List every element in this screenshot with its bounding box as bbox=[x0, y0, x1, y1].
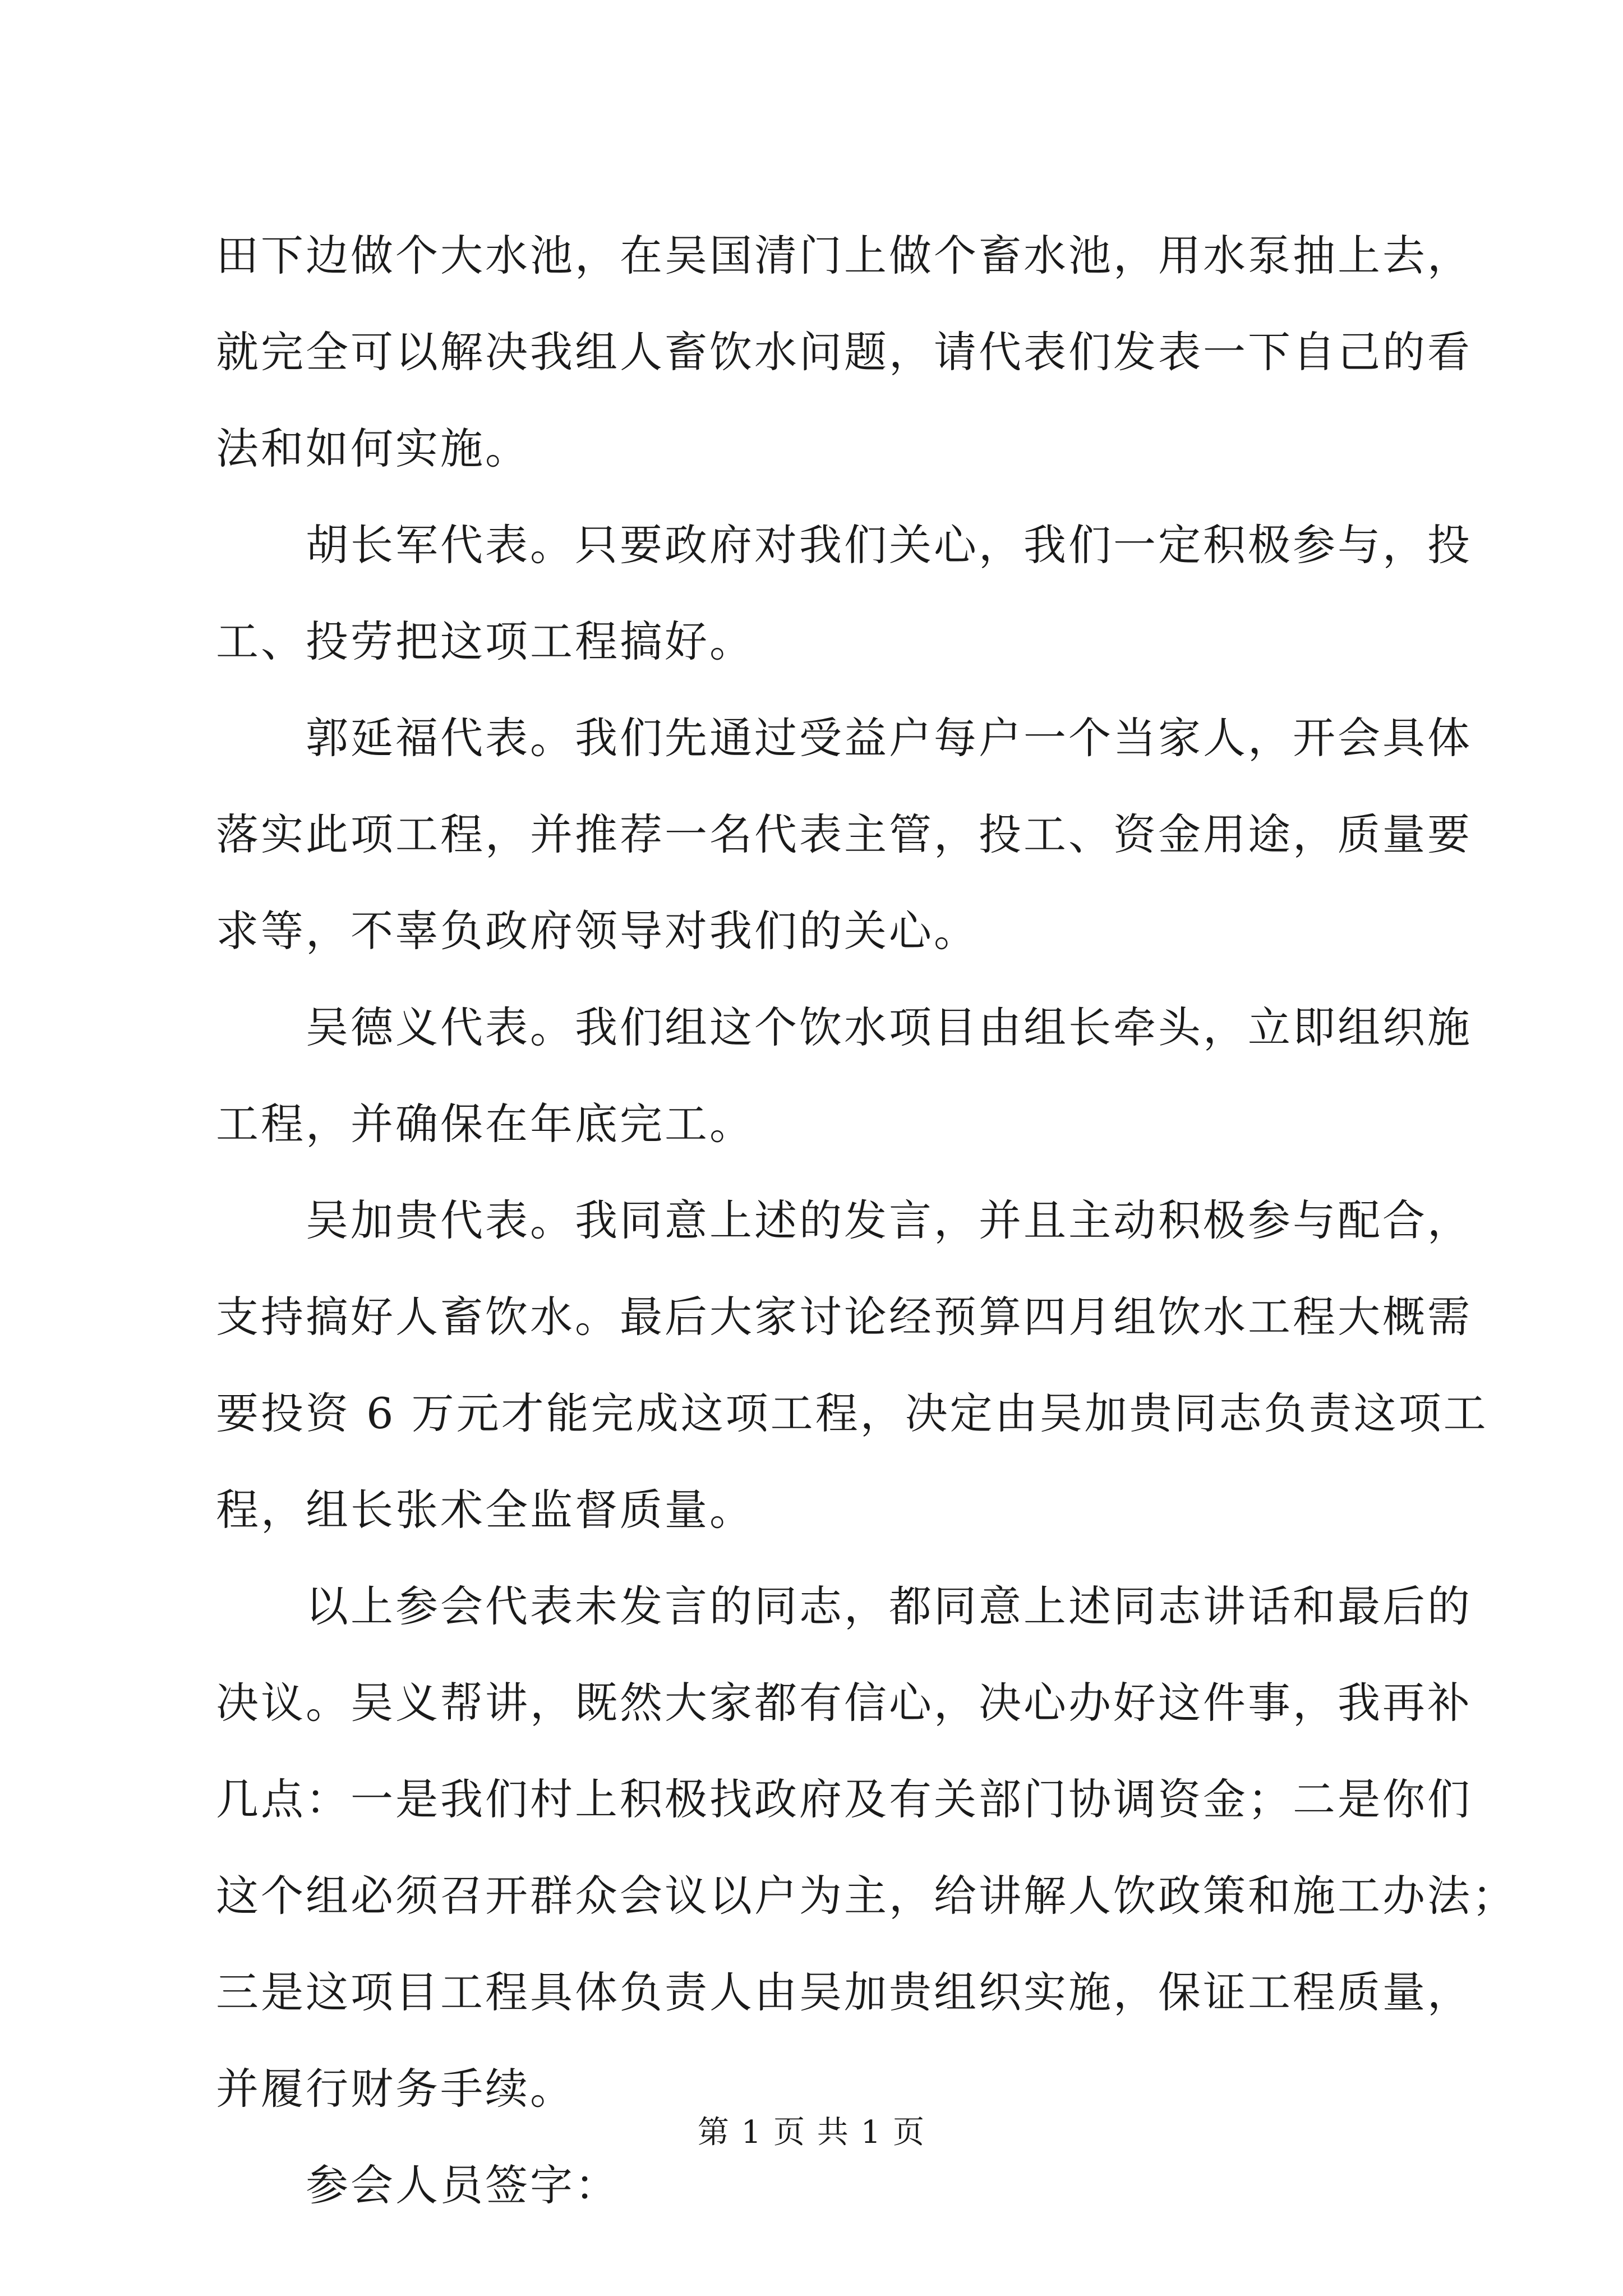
text-line: 三是这项目工程具体负责人由吴加贵组织实施，保证工程质量， bbox=[216, 1967, 1472, 2017]
text-line: 工、投劳把这项工程搞好。 bbox=[216, 616, 754, 666]
text-line: 吴加贵代表。我同意上述的发言，并且主动积极参与配合， bbox=[306, 1195, 1472, 1245]
text-line: 工程，并确保在年底完工。 bbox=[216, 1099, 754, 1149]
text-line: 胡长军代表。只要政府对我们关心，我们一定积极参与，投 bbox=[306, 520, 1472, 570]
document-body bbox=[216, 208, 1517, 2234]
text-line: 求等，不辜负政府领导对我们的关心。 bbox=[216, 906, 979, 956]
page-number-label: 第 1 页 共 1 页 bbox=[697, 2114, 926, 2151]
text-line: 就完全可以解决我组人畜饮水问题，请代表们发表一下自己的看 bbox=[216, 327, 1472, 377]
text-line: 法和如何实施。 bbox=[216, 424, 530, 473]
text-line: 郭延福代表。我们先通过受益户每户一个当家人，开会具体 bbox=[306, 713, 1472, 763]
text-line: 决议。吴义帮讲，既然大家都有信心，决心办好这件事，我再补 bbox=[216, 1678, 1472, 1728]
text-line: 落实此项工程，并推荐一名代表主管，投工、资金用途，质量要 bbox=[216, 809, 1472, 859]
text-line: 并履行财务手续。 bbox=[216, 2064, 575, 2114]
paragraph bbox=[216, 497, 1472, 690]
text-line: 吴德义代表。我们组这个饮水项目由组长牵头，立即组织施 bbox=[306, 1002, 1472, 1052]
text-line: 参会人员签字： bbox=[306, 2160, 620, 2210]
text-line: 以上参会代表未发言的同志，都同意上述同志讲话和最后的 bbox=[306, 1581, 1472, 1631]
text-line: 支持搞好人畜饮水。最后大家讨论经预算四月组饮水工程大概需 bbox=[216, 1292, 1472, 1342]
text-line: 田下边做个大水池，在吴国清门上做个畜水池，用水泵抽上去， bbox=[216, 231, 1472, 280]
text-line: 要投资 6 万元才能完成这项工程，决定由吴加贵同志负责这项工 bbox=[216, 1388, 1488, 1438]
text-line: 几点：一是我们村上积极找政府及有关部门协调资金；二是你们 bbox=[216, 1774, 1472, 1824]
paragraph bbox=[216, 979, 1472, 1172]
text-line: 程，组长张术全监督质量。 bbox=[216, 1485, 754, 1535]
paragraph bbox=[216, 1558, 1517, 2137]
paragraph bbox=[216, 690, 1472, 979]
text-line: 这个组必须召开群众会议以户为主，给讲解人饮政策和施工办法； bbox=[216, 1871, 1517, 1921]
paragraph bbox=[216, 208, 1472, 497]
paragraph bbox=[216, 1172, 1488, 1558]
page-footer bbox=[0, 2110, 1623, 2155]
